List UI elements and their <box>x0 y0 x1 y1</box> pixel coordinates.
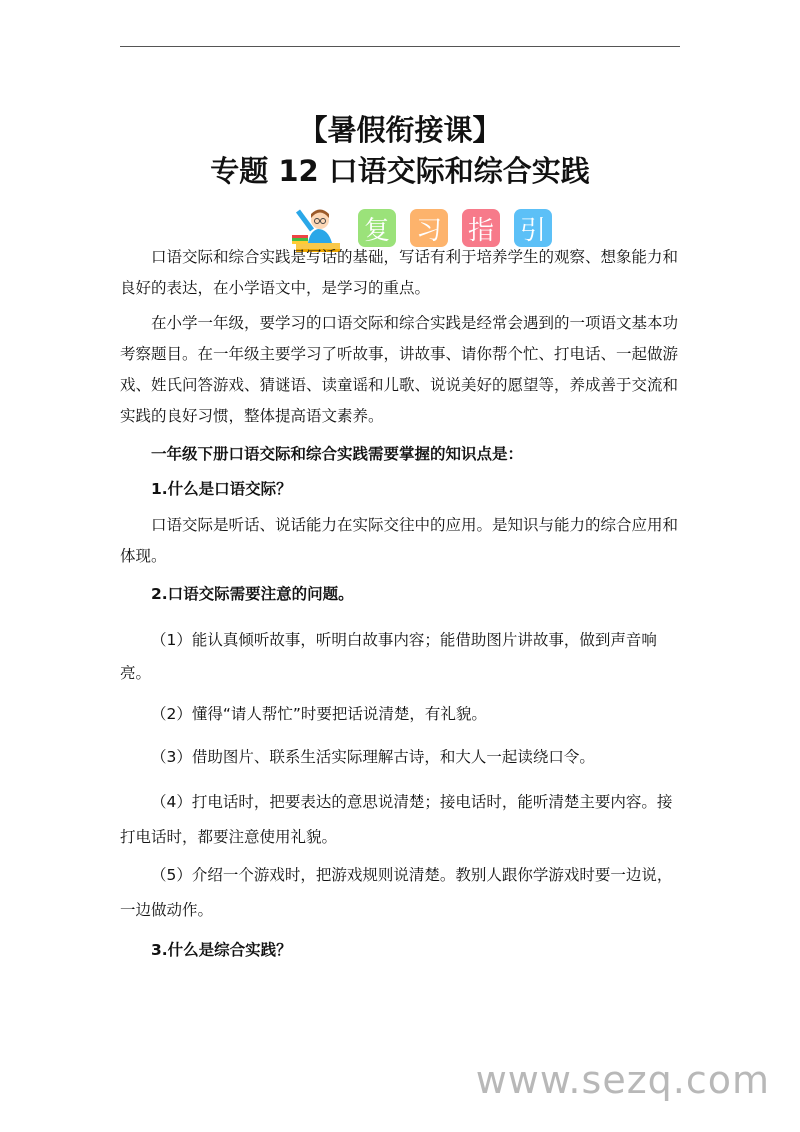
intro-paragraph: 口语交际和综合实践是写话的基础，写话有利于培养学生的观察、想象能力和良好的表达，在小学语文中，是学习的重点。 <box>120 248 679 297</box>
list-item-5: （5）介绍一个游戏时，把游戏规则说清楚。教别人跟你学游戏时要一边说，一边做动作。 <box>120 866 673 919</box>
section-heading-3: 3.什么是综合实践？ <box>151 941 292 959</box>
grade-one-paragraph: 在小学一年级，要学习的口语交际和综合实践是经常会遇到的一项语文基本功考察题目。在一年级主要学习了听故事，讲故事、请你帮个忙、打电话、一起做游戏、姓氏问答游戏、猜谜语、读童谣和儿歌、说说美好的愿望等，养成善于交流和实践的良好习惯，整体提高语文素养。 <box>120 314 679 425</box>
guide-tile-zhi: 指 <box>462 209 500 247</box>
guide-tile-fu: 复 <box>358 209 396 247</box>
list-item-3: （3）借助图片、联系生活实际理解古诗，和大人一起读绕口令。 <box>151 748 595 766</box>
oral-definition-paragraph: 口语交际是听话、说话能力在实际交往中的应用。是知识与能力的综合应用和体现。 <box>120 516 679 565</box>
guide-tile-yin: 引 <box>514 209 552 247</box>
guide-tile-xi: 习 <box>410 209 448 247</box>
header-rule <box>120 46 680 47</box>
title-bracket: 【暑假衔接课】 <box>298 113 502 147</box>
knowledge-heading: 一年级下册口语交际和综合实践需要掌握的知识点是： <box>151 445 524 463</box>
section-heading-1: 1.什么是口语交际？ <box>151 480 292 498</box>
section-heading-2: 2.口语交际需要注意的问题。 <box>151 585 354 603</box>
watermark: www.sezq.com <box>475 1058 770 1102</box>
page-title: 专题 12 口语交际和综合实践 <box>210 154 590 188</box>
list-item-2: （2）懂得“请人帮忙”时要把话说清楚，有礼貌。 <box>151 705 487 723</box>
list-item-1: （1）能认真倾听故事，听明白故事内容；能借助图片讲故事，做到声音响亮。 <box>120 631 657 682</box>
list-item-4: （4）打电话时，把要表达的意思说清楚；接电话时，能听清楚主要内容。接打电话时，都要注意使用礼貌。 <box>120 793 673 846</box>
